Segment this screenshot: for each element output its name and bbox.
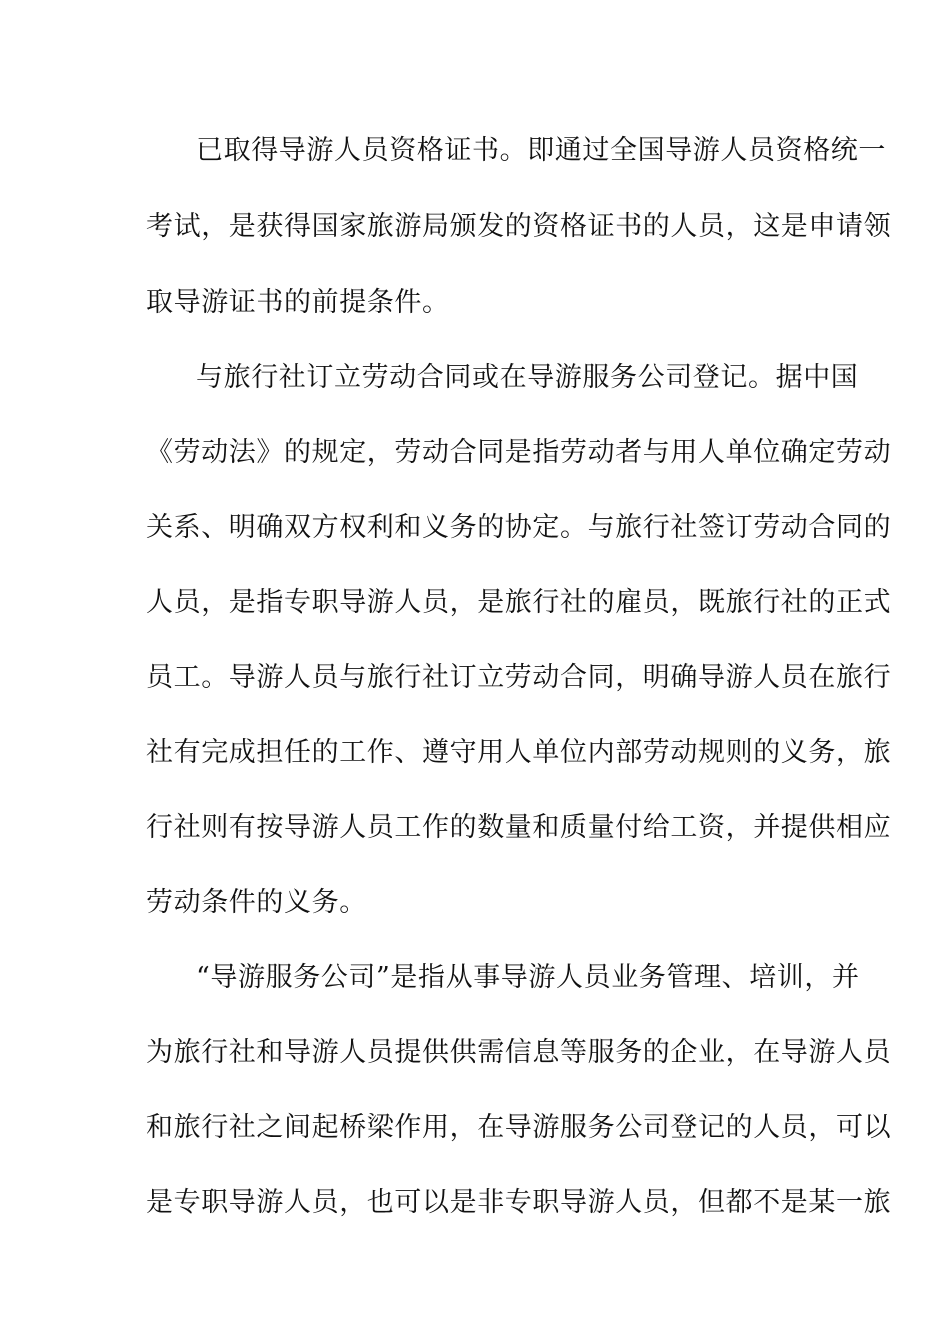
- paragraph-2-line-6: 社有完成担任的工作、遵守用人单位内部劳动规则的义务，旅: [146, 737, 892, 768]
- paragraph-2-line-5: 员工。导游人员与旅行社订立劳动合同，明确导游人员在旅行: [146, 662, 892, 693]
- paragraph-1-line-2: 考试，是获得国家旅游局颁发的资格证书的人员，这是申请领: [146, 211, 892, 242]
- paragraph-3-line-1: “导游服务公司”是指从事导游人员业务管理、培训，并: [196, 962, 860, 993]
- paragraph-3-line-2: 为旅行社和导游人员提供供需信息等服务的企业，在导游人员: [146, 1037, 892, 1068]
- paragraph-2-line-3: 关系、明确双方权利和义务的协定。与旅行社签订劳动合同的: [146, 512, 892, 543]
- paragraph-3-line-4: 是专职导游人员，也可以是非专职导游人员，但都不是某一旅: [146, 1187, 892, 1218]
- paragraph-2-line-7: 行社则有按导游人员工作的数量和质量付给工资，并提供相应: [146, 812, 892, 843]
- paragraph-3-line-3: 和旅行社之间起桥梁作用，在导游服务公司登记的人员，可以: [146, 1112, 892, 1143]
- paragraph-1-line-1: 已取得导游人员资格证书。即通过全国导游人员资格统一: [196, 135, 886, 166]
- paragraph-2-line-4: 人员，是指专职导游人员，是旅行社的雇员，既旅行社的正式: [146, 587, 892, 618]
- paragraph-2-line-8: 劳动条件的义务。: [146, 887, 367, 918]
- paragraph-2-line-1: 与旅行社订立劳动合同或在导游服务公司登记。据中国: [196, 362, 859, 393]
- paragraph-2-line-2: 《劳动法》的规定，劳动合同是指劳动者与用人单位确定劳动: [146, 437, 892, 468]
- paragraph-1-line-3: 取导游证书的前提条件。: [146, 287, 450, 318]
